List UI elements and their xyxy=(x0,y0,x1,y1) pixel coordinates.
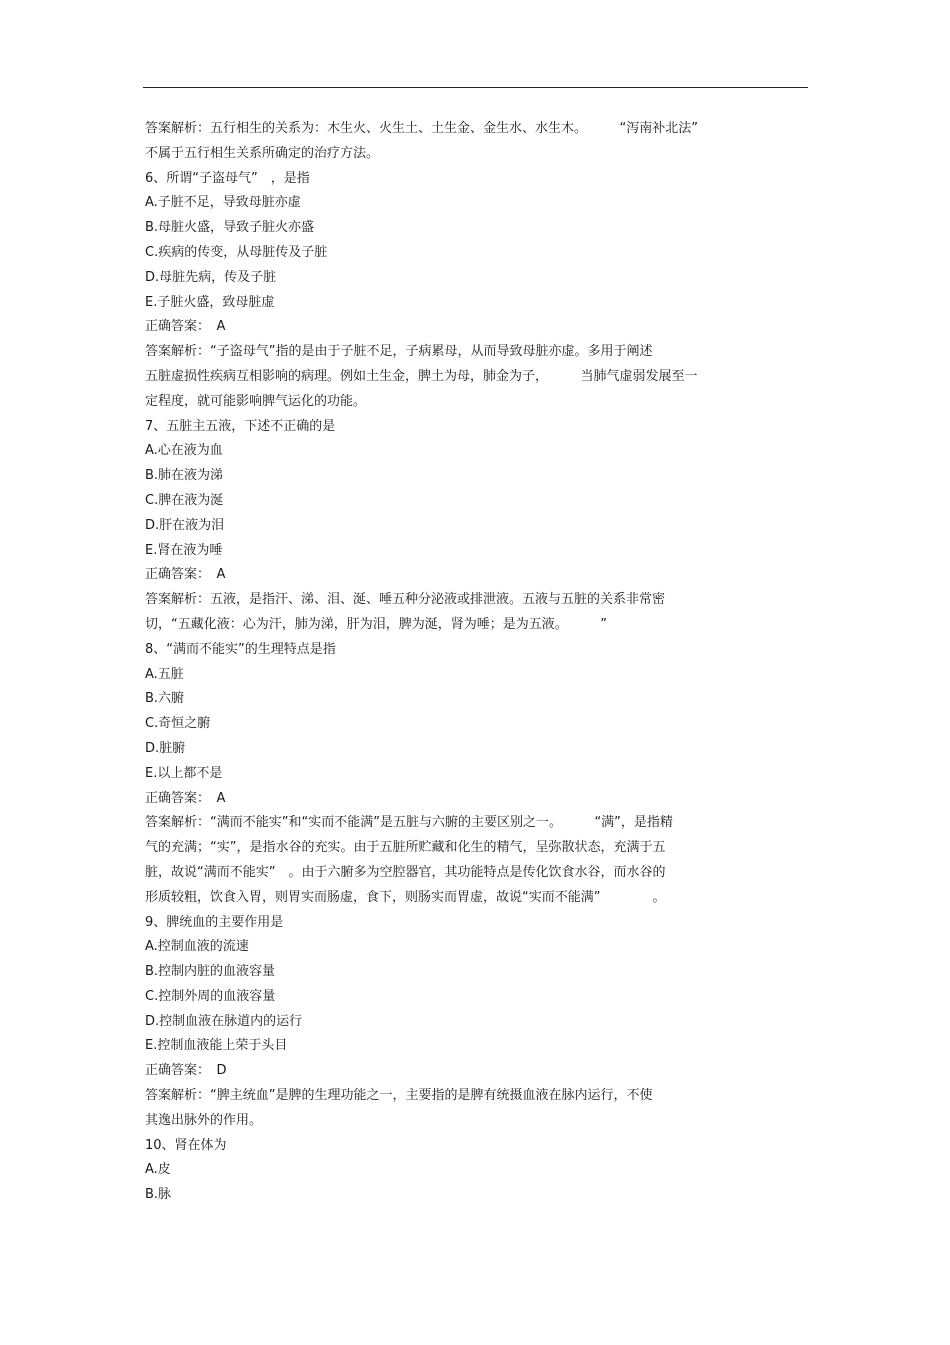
option-line: D.控制血液在脉道内的运行 xyxy=(145,1013,303,1029)
question-10-stem: 10、肾在体为 xyxy=(145,1137,227,1153)
option-line: D.肝在液为泪 xyxy=(145,517,225,533)
text-line: 切，“五藏化液：心为汗，肺为涕，肝为泪，脾为涎，肾为唾；是为五液。 ” xyxy=(145,616,607,632)
text-line: 答案解析：五行相生的关系为：木生火、火生土、土生金、金生水、水生木。 “泻南补北法” xyxy=(145,121,698,136)
text-line: 五脏虚损性疾病互相影响的病理。例如土生金，脾土为母，肺金为子， 当肺气虚弱发展至一 xyxy=(145,368,698,384)
option-line: B.控制内脏的血液容量 xyxy=(145,964,276,980)
text-line: 气的充满；“实”，是指水谷的充实。由于五脏所贮藏和化生的精气，呈弥散状态，充满于五 xyxy=(145,840,666,856)
text-line: 答案解析：五液，是指汗、涕、泪、涎、唾五种分泌液或排泄液。五液与五脏的关系非常密 xyxy=(145,592,666,608)
option-line: B.肺在液为涕 xyxy=(145,468,224,484)
text-line: 脏，故说“满而不能实” 。由于六腑多为空腔器官，其功能特点是传化饮食水谷，而水谷的 xyxy=(145,864,666,880)
answer-line: 正确答案： A xyxy=(145,319,226,335)
text-line: 不属于五行相生关系所确定的治疗方法。 xyxy=(145,145,380,161)
text-line: 答案解析：“满而不能实”和“实而不能满”是五脏与六腑的主要区别之一。 “满”，是指精 xyxy=(145,815,673,831)
text-line: 答案解析：“子盗母气”指的是由于子脏不足，子病累母，从而导致母脏亦虚。多用于阐述 xyxy=(145,344,653,360)
option-line: B.母脏火盛，导致子脏火亦盛 xyxy=(145,220,315,236)
text-line: 答案解析：“脾主统血”是脾的生理功能之一，主要指的是脾有统摄血液在脉内运行，不使 xyxy=(145,1088,653,1104)
option-line: A.子脏不足，导致母脏亦虚 xyxy=(145,195,301,211)
option-line: E.以上都不是 xyxy=(145,765,223,781)
answer-line: 正确答案： A xyxy=(145,790,226,806)
answer-line: 正确答案： D xyxy=(145,1063,227,1079)
question-8-stem: 8、“满而不能实”的生理特点是指 xyxy=(145,641,336,657)
option-line: A.控制血液的流速 xyxy=(145,939,249,955)
document-body xyxy=(145,117,808,1208)
option-line: E.控制血液能上荣于头目 xyxy=(145,1038,288,1054)
option-line: A.心在液为血 xyxy=(145,443,223,459)
header-rule xyxy=(143,87,808,88)
question-9-stem: 9、脾统血的主要作用是 xyxy=(145,914,284,930)
option-line: C.脾在液为涎 xyxy=(145,492,224,508)
answer-line: 正确答案： A xyxy=(145,567,226,583)
text-line: 形质较粗，饮食入胃，则胃实而肠虚，食下，则肠实而胃虚，故说“实而不能满” 。 xyxy=(145,889,666,905)
text-line: 定程度，就可能影响脾气运化的功能。 xyxy=(145,393,367,409)
option-line: C.控制外周的血液容量 xyxy=(145,988,276,1004)
option-line: B.六腑 xyxy=(145,691,185,707)
option-line: D.母脏先病，传及子脏 xyxy=(145,269,277,285)
option-line: A.皮 xyxy=(145,1162,171,1178)
option-line: C.奇恒之腑 xyxy=(145,716,211,732)
option-line: E.肾在液为唾 xyxy=(145,542,223,558)
option-line: B.脉 xyxy=(145,1187,172,1203)
option-line: D.脏腑 xyxy=(145,740,186,756)
option-line: C.疾病的传变，从母脏传及子脏 xyxy=(145,244,328,260)
text-line: 其逸出脉外的作用。 xyxy=(145,1112,263,1128)
option-line: E.子脏火盛，致母脏虚 xyxy=(145,294,275,310)
option-line: A.五脏 xyxy=(145,666,184,682)
question-6-stem: 6、所谓“子盗母气” ，是指 xyxy=(145,170,310,186)
question-7-stem: 7、五脏主五液，下述不正确的是 xyxy=(145,418,336,434)
